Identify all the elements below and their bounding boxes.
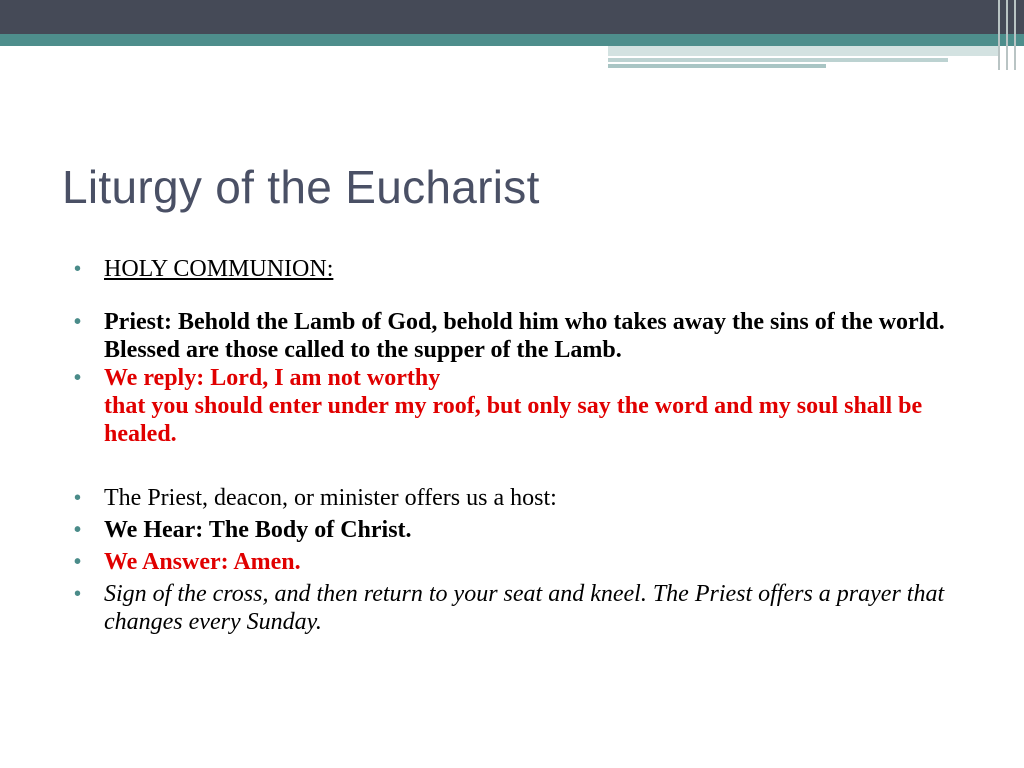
bullet-dot-icon: • bbox=[74, 258, 82, 280]
bullet-sign-of-cross: • Sign of the cross, and then return to your seat and kneel. The Priest offers a prayer that changes every Sunday. bbox=[74, 581, 945, 635]
bullet-dot-icon: • bbox=[74, 367, 82, 389]
bullet-dot-icon: • bbox=[74, 519, 82, 541]
header-vertical-line-2 bbox=[1006, 0, 1008, 70]
header-teal-band bbox=[0, 34, 1024, 46]
bullet-we-answer: • We Answer: Amen. bbox=[74, 549, 301, 575]
bullet-priest-behold: • Priest: Behold the Lamb of God, behold him who takes away the sins of the world. Blessed are those called to the supper of the Lamb. bbox=[74, 309, 945, 363]
bullet-we-hear: • We Hear: The Body of Christ. bbox=[74, 517, 412, 543]
header-decor-bar-2 bbox=[608, 58, 948, 62]
bullet-dot-icon: • bbox=[74, 583, 82, 605]
bullet-holy-communion: • HOLY COMMUNION: bbox=[74, 256, 334, 282]
bullet-dot-icon: • bbox=[74, 551, 82, 573]
header-dark-band bbox=[0, 0, 1024, 34]
header-vertical-line-1 bbox=[998, 0, 1000, 70]
slide-title: Liturgy of the Eucharist bbox=[62, 161, 540, 213]
slide-body bbox=[74, 255, 994, 636]
header-decor-bar-1 bbox=[608, 46, 998, 56]
header-vertical-line-3 bbox=[1014, 0, 1016, 70]
bullet-we-reply: • We reply: Lord, I am not worthy that you should enter under my roof, but only say the word and my soul shall be healed. bbox=[74, 365, 923, 447]
header-decor-bar-3 bbox=[608, 64, 826, 68]
bullet-priest-offers-host: • The Priest, deacon, or minister offers us a host: bbox=[74, 485, 557, 511]
bullet-dot-icon: • bbox=[74, 311, 82, 333]
bullet-dot-icon: • bbox=[74, 487, 82, 509]
